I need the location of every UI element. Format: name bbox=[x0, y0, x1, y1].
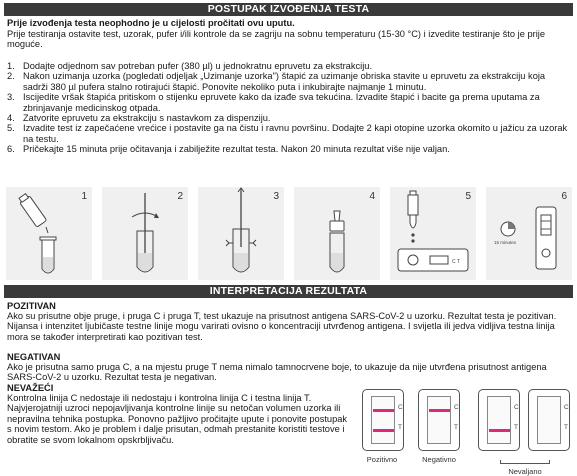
swab-rotate-illustration bbox=[102, 187, 188, 280]
procedure-figures bbox=[6, 187, 572, 280]
invalid-text: Kontrolna linija C nedostaje ili nedostaju i kontrolna linija C i testna linija T. Najvjerojatniji uzroci nepojavljivanja kontrolne linije su netočan volumen uzorka ili nepravilna tehnika postupka. Ponovno pažljivo pročitajte upute i ponovite postupak s novim testom. Ako je problem i dalje prisutan, odmah prestanite koristiti testove i obratite se svom lokalnom opskrbljivaču. bbox=[7, 393, 348, 445]
step-text: Dodajte odjednom sav potreban pufer (380 µl) u jednokratnu epruvetu za ekstrakciju. bbox=[23, 61, 373, 71]
step-number: 5. bbox=[7, 123, 15, 134]
label-c: C bbox=[564, 404, 569, 411]
intro-bold: Prije izvođenja testa neophodno je u cijelosti pročitati ovu uputu. bbox=[7, 18, 295, 28]
step-number: 6. bbox=[7, 144, 15, 155]
step-item bbox=[7, 113, 570, 123]
step-text: Nakon uzimanja uzorka (pogledati odjeljak „Uzimanje uzorka") štapić za uzimanje obriska stavite u epruvetu za ekstrakciju koja sadrži 380 µl pufera stalno rotirajući štapić. Ponovite nekoliko puta i inkubirajte najmanje 1 minutu. bbox=[23, 71, 546, 92]
buffer-pour-illustration bbox=[6, 187, 92, 280]
step-number: 3. bbox=[7, 92, 15, 103]
test-line bbox=[373, 429, 394, 432]
step-item bbox=[7, 61, 570, 71]
panel-number: 1 bbox=[81, 191, 87, 202]
step-item bbox=[7, 92, 570, 113]
panel-number: 4 bbox=[369, 191, 375, 202]
step-text: Izvadite test iz zapečaćene vrećice i postavite ga na čistu i ravnu površinu. Dodajte 2 kapi otopine uzorka okomito u jažicu za uzorak na testu. bbox=[23, 123, 568, 144]
label-c: C bbox=[514, 404, 519, 411]
tube-cap-illustration bbox=[294, 187, 380, 280]
label-t: T bbox=[454, 424, 458, 431]
figure-panel-6 bbox=[486, 187, 572, 280]
interpretation-header: INTERPRETACIJA REZULTATA bbox=[4, 285, 573, 298]
figure-panel-4 bbox=[294, 187, 380, 280]
negative-title: NEGATIVAN bbox=[7, 352, 61, 362]
step-item bbox=[7, 71, 570, 92]
positive-text: Ako su prisutne obje pruge, i pruga C i pruga T, test ukazuje na prisutnost antigena SARS-CoV-2 u uzorku. Rezultat testa je pozitivan. Nijansa i intenzitet ljubičaste testne linije mogu varirati ovisno o koncentraciji utvrđenog antigena. I svijetla ili jedva vidljiva testna linija mora se također interpretirati kao pozitivan test. bbox=[7, 311, 557, 342]
panel-number: 6 bbox=[561, 191, 567, 202]
test-line bbox=[489, 429, 510, 432]
label-invalid: Nevaljano bbox=[508, 467, 542, 476]
step-text: Zatvorite epruvetu za ekstrakciju s nastavkom za dispenziju. bbox=[23, 113, 271, 124]
swab-squeeze-illustration bbox=[198, 187, 284, 280]
label-negative: Negativno bbox=[422, 455, 456, 464]
step-item bbox=[7, 144, 570, 154]
cassette-invalid-2 bbox=[528, 389, 570, 451]
cassette-positive bbox=[362, 389, 404, 451]
result-window bbox=[371, 396, 395, 444]
panel-number: 3 bbox=[273, 191, 279, 202]
wait-read-illustration bbox=[486, 187, 572, 280]
figure-panel-3 bbox=[198, 187, 284, 280]
label-t: T bbox=[398, 424, 402, 431]
negative-text: Ako je prisutna samo pruga C, a na mjestu pruge T nema nimalo tamnocrvene boje, to ukazuje da nije utvrđena prisutnost antigena SARS-CoV-2 u uzorku. Rezultat testa je negativan. bbox=[7, 362, 547, 383]
figure-panel-1 bbox=[6, 187, 92, 280]
label-t: T bbox=[564, 424, 568, 431]
panel-number: 5 bbox=[465, 191, 471, 202]
procedure-header: POSTUPAK IZVOĐENJA TESTA bbox=[4, 3, 573, 16]
drop-sample-illustration bbox=[390, 187, 476, 280]
procedure-steps bbox=[7, 61, 570, 155]
result-window bbox=[487, 396, 511, 444]
step-number: 1. bbox=[7, 61, 15, 71]
control-line bbox=[373, 409, 394, 412]
positive-title: POZITIVAN bbox=[7, 301, 56, 311]
cassette-invalid-1 bbox=[478, 389, 520, 451]
step-item bbox=[7, 123, 570, 144]
control-line bbox=[429, 409, 450, 412]
intro-text: Prije testiranja ostavite test, uzorak, pufer i/ili kontrole da se zagriju na sobnu temperaturu (15-30 °C) i izvedite testiranje što je prije moguće. bbox=[7, 29, 546, 50]
svg-text:C T: C T bbox=[452, 259, 460, 265]
invalid-bracket bbox=[500, 460, 550, 464]
step-text: Iscijedite vršak štapića pritiskom o stijenku epruvete kako da izađe sva tekućina. Izvadite štapić i bacite ga prema uputama za zbrinjavanje medicinskog otpada. bbox=[23, 92, 540, 113]
step-text: Pričekajte 15 minuta prije očitavanja i zabilježite rezultat testa. Nakon 20 minuta rezultat više nije valjan. bbox=[23, 144, 450, 155]
panel-number: 2 bbox=[177, 191, 183, 202]
label-c: C bbox=[454, 404, 459, 411]
label-c: C bbox=[398, 404, 403, 411]
timer-label: 15 minutes bbox=[494, 240, 517, 245]
result-window bbox=[537, 396, 561, 444]
step-number: 4. bbox=[7, 113, 15, 124]
label-t: T bbox=[514, 424, 518, 431]
cassette-negative bbox=[418, 389, 460, 451]
invalid-title: NEVAŽEĆI bbox=[7, 383, 54, 393]
figure-panel-5 bbox=[390, 187, 476, 280]
figure-panel-2 bbox=[102, 187, 188, 280]
label-positive: Pozitivno bbox=[366, 455, 398, 464]
result-window bbox=[427, 396, 451, 444]
result-cassettes bbox=[360, 383, 574, 476]
step-number: 2. bbox=[7, 71, 15, 82]
